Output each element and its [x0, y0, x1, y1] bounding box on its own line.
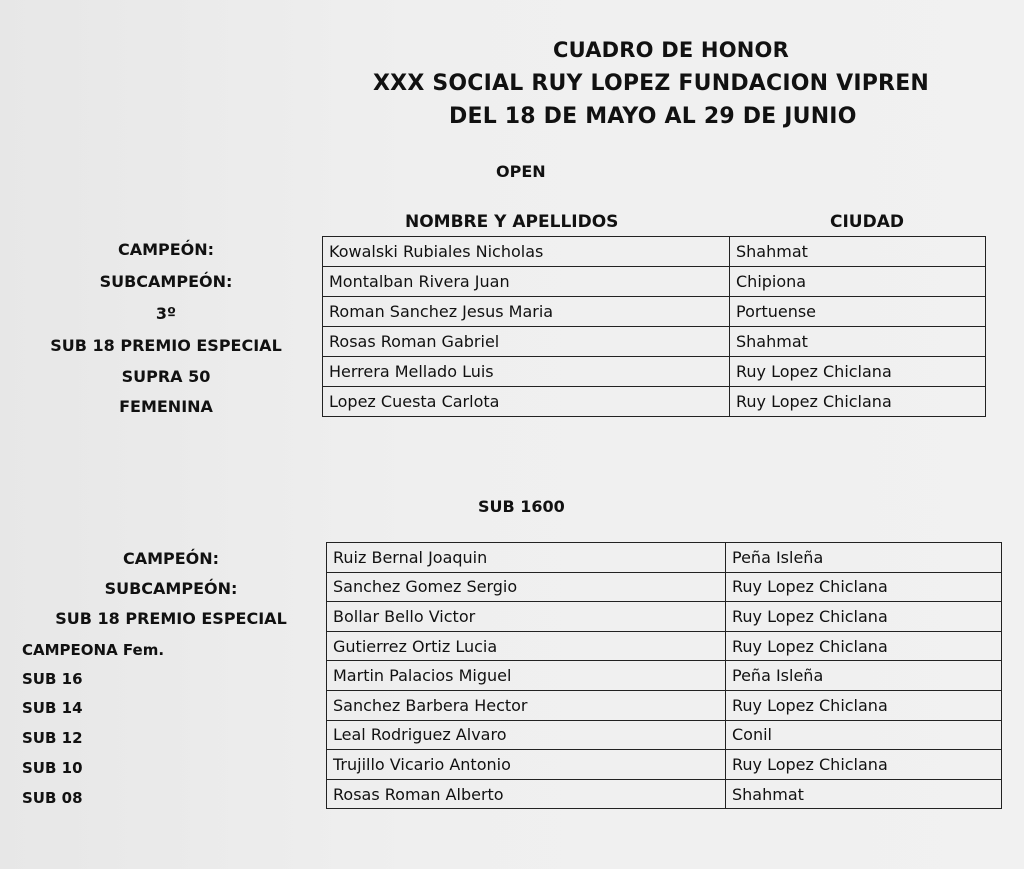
table-row: [323, 387, 986, 417]
column-header-ciudad: CIUDAD: [830, 212, 904, 232]
player-city: Portuense: [730, 297, 986, 327]
player-city: Ruy Lopez Chiclana: [726, 750, 1002, 780]
player-name: Roman Sanchez Jesus Maria: [323, 297, 730, 327]
player-city: Ruy Lopez Chiclana: [726, 690, 1002, 720]
player-name: Lopez Cuesta Carlota: [323, 387, 730, 417]
player-name: Gutierrez Ortiz Lucia: [327, 631, 726, 661]
player-city: Peña Isleña: [726, 543, 1002, 573]
player-city: Shahmat: [730, 327, 986, 357]
open-label-6: FEMENINA: [119, 397, 213, 416]
table-row: [327, 750, 1002, 780]
player-name: Herrera Mellado Luis: [323, 357, 730, 387]
table-row: [327, 631, 1002, 661]
document-title: CUADRO DE HONOR: [553, 38, 789, 62]
open-label-3: 3º: [155, 304, 177, 323]
table-row: [327, 720, 1002, 750]
sub1600-label-2: SUBCAMPEÓN:: [104, 579, 238, 598]
sub1600-section-title: SUB 1600: [478, 497, 565, 516]
sub1600-label-8: SUB 10: [22, 759, 83, 777]
column-header-nombre: NOMBRE Y APELLIDOS: [405, 212, 619, 232]
table-row: [323, 267, 986, 297]
player-name: Rosas Roman Gabriel: [323, 327, 730, 357]
sub1600-label-6: SUB 14: [22, 699, 83, 717]
open-label-4: SUB 18 PREMIO ESPECIAL: [50, 336, 282, 355]
player-name: Ruiz Bernal Joaquin: [327, 543, 726, 573]
player-city: Shahmat: [726, 779, 1002, 809]
open-results-table: [322, 236, 986, 417]
table-row: [327, 661, 1002, 691]
player-city: Ruy Lopez Chiclana: [730, 357, 986, 387]
player-name: Trujillo Vicario Antonio: [327, 750, 726, 780]
player-name: Martin Palacios Miguel: [327, 661, 726, 691]
sub1600-label-5: SUB 16: [22, 670, 83, 688]
player-city: Ruy Lopez Chiclana: [726, 602, 1002, 632]
player-city: Chipiona: [730, 267, 986, 297]
tournament-name: XXX SOCIAL RUY LOPEZ FUNDACION VIPREN: [373, 71, 930, 96]
table-row: [327, 779, 1002, 809]
table-row: [327, 690, 1002, 720]
player-city: Peña Isleña: [726, 661, 1002, 691]
table-row: [327, 572, 1002, 602]
table-row: [323, 237, 986, 267]
player-city: Ruy Lopez Chiclana: [726, 631, 1002, 661]
open-label-1: CAMPEÓN:: [117, 240, 215, 259]
player-name: Bollar Bello Victor: [327, 602, 726, 632]
table-row: [327, 543, 1002, 573]
open-label-2: SUBCAMPEÓN:: [99, 272, 233, 291]
sub1600-label-1: CAMPEÓN:: [122, 549, 220, 568]
sub1600-label-9: SUB 08: [22, 789, 83, 807]
player-name: Sanchez Barbera Hector: [327, 690, 726, 720]
table-row: [323, 357, 986, 387]
tournament-dates: DEL 18 DE MAYO AL 29 DE JUNIO: [449, 104, 857, 129]
player-city: Shahmat: [730, 237, 986, 267]
player-name: Kowalski Rubiales Nicholas: [323, 237, 730, 267]
table-row: [323, 297, 986, 327]
open-section-title: OPEN: [496, 162, 546, 181]
table-row: [323, 327, 986, 357]
player-city: Ruy Lopez Chiclana: [726, 572, 1002, 602]
sub1600-label-4: CAMPEONA Fem.: [22, 641, 165, 659]
sub1600-results-table: [326, 542, 1002, 809]
player-name: Rosas Roman Alberto: [327, 779, 726, 809]
open-label-5: SUPRA 50: [121, 367, 211, 386]
sub1600-label-3: SUB 18 PREMIO ESPECIAL: [55, 609, 287, 628]
player-name: Sanchez Gomez Sergio: [327, 572, 726, 602]
sub1600-label-7: SUB 12: [22, 729, 83, 747]
player-name: Leal Rodriguez Alvaro: [327, 720, 726, 750]
table-row: [327, 602, 1002, 632]
player-name: Montalban Rivera Juan: [323, 267, 730, 297]
player-city: Conil: [726, 720, 1002, 750]
player-city: Ruy Lopez Chiclana: [730, 387, 986, 417]
